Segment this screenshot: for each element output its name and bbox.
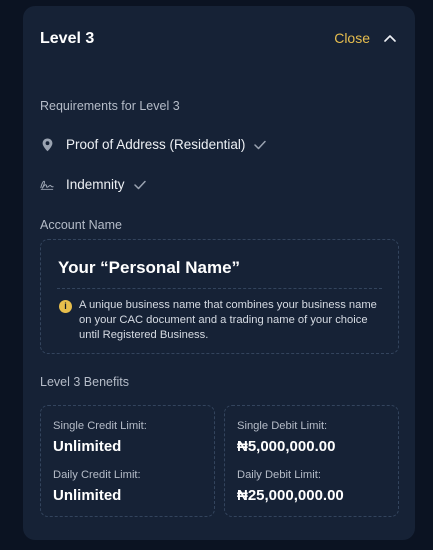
single-credit-limit-label: Single Credit Limit: bbox=[53, 420, 147, 432]
checkmark-icon bbox=[134, 180, 146, 190]
daily-debit-limit-label: Daily Debit Limit: bbox=[237, 469, 321, 481]
single-credit-limit-value: Unlimited bbox=[53, 438, 122, 455]
level-panel bbox=[23, 6, 415, 540]
single-debit-limit-value: ₦5,000,000.00 bbox=[237, 438, 336, 455]
requirement-indemnity bbox=[40, 177, 146, 192]
info-icon: i bbox=[59, 300, 72, 313]
debit-limits-card bbox=[224, 405, 399, 517]
level-header bbox=[40, 30, 400, 50]
benefits-heading: Level 3 Benefits bbox=[40, 375, 129, 389]
requirement-label: Indemnity bbox=[66, 177, 125, 192]
single-debit-limit-label: Single Debit Limit: bbox=[237, 420, 328, 432]
daily-debit-limit-value: ₦25,000,000.00 bbox=[237, 487, 344, 504]
account-name-value: Your “Personal Name” bbox=[58, 258, 241, 277]
chevron-up-icon bbox=[384, 34, 396, 42]
divider bbox=[57, 288, 382, 289]
close-button[interactable] bbox=[334, 30, 396, 46]
account-name-card bbox=[40, 239, 399, 354]
account-name-heading: Account Name bbox=[40, 218, 122, 232]
requirements-heading: Requirements for Level 3 bbox=[40, 99, 180, 113]
location-pin-icon bbox=[40, 138, 54, 152]
daily-credit-limit-label: Daily Credit Limit: bbox=[53, 469, 141, 481]
signature-icon bbox=[40, 178, 54, 192]
level-title: Level 3 bbox=[40, 30, 95, 47]
close-label: Close bbox=[334, 30, 370, 46]
requirement-proof-of-address bbox=[40, 137, 266, 152]
credit-limits-card bbox=[40, 405, 215, 517]
checkmark-icon bbox=[254, 140, 266, 150]
account-name-info: A unique business name that combines your business name on your CAC document and a trading name of your choice until Registered Business. bbox=[79, 299, 377, 341]
daily-credit-limit-value: Unlimited bbox=[53, 487, 122, 504]
requirement-label: Proof of Address (Residential) bbox=[66, 137, 246, 152]
